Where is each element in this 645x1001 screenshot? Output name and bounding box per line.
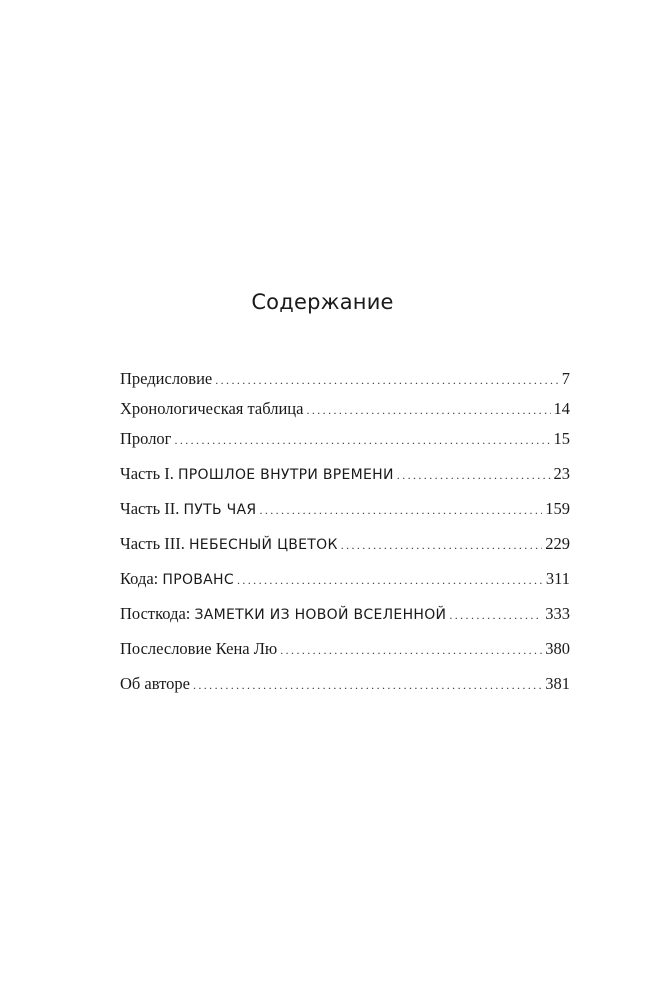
toc-entry-page: 229 (545, 534, 570, 553)
table-of-contents (120, 369, 570, 704)
toc-entry-label: Часть III. (120, 534, 189, 553)
toc-entry-label: Хронологическая таблица (120, 399, 304, 418)
toc-entry-page: 380 (545, 639, 570, 658)
dot-leader (259, 503, 542, 518)
toc-entry-chronology[interactable] (120, 399, 570, 429)
toc-entry-part-2[interactable] (120, 499, 570, 529)
dot-leader (280, 643, 542, 658)
toc-entry-label: Об авторе (120, 674, 190, 693)
dot-leader (174, 433, 550, 448)
dot-leader (237, 573, 543, 588)
toc-entry-page: 23 (553, 464, 570, 483)
toc-entry-label: Пролог (120, 429, 172, 448)
toc-entry-label: Посткода: (120, 604, 195, 623)
toc-entry-preface[interactable] (120, 369, 570, 399)
dot-leader (215, 373, 559, 388)
dot-leader (449, 608, 542, 623)
toc-entry-page: 15 (553, 429, 570, 448)
toc-entry-label: Часть I. (120, 464, 178, 483)
toc-entry-afterword[interactable] (120, 639, 570, 669)
toc-entry-coda[interactable] (120, 569, 570, 599)
dot-leader (306, 403, 550, 418)
toc-entry-page: 311 (545, 569, 570, 588)
toc-entry-page: 159 (545, 499, 570, 518)
toc-entry-about-author[interactable] (120, 674, 570, 704)
toc-entry-label: Послесловие Кена Лю (120, 639, 278, 658)
toc-entry-prologue[interactable] (120, 429, 570, 459)
toc-entry-postcoda[interactable] (120, 604, 570, 634)
dot-leader (193, 678, 542, 693)
dot-leader (341, 538, 543, 553)
toc-entry-label: Кода: (120, 569, 163, 588)
toc-entry-caps: НЕБЕСНЫЙ ЦВЕТОК (188, 537, 338, 553)
toc-entry-caps: ПУТЬ ЧАЯ (183, 502, 257, 518)
toc-entry-label: Часть II. (120, 499, 184, 518)
page-title: Содержание (251, 290, 394, 314)
toc-entry-caps: ПРОВАНС (162, 572, 234, 588)
toc-entry-part-3[interactable] (120, 534, 570, 564)
toc-entry-label: Предисловие (120, 369, 213, 388)
toc-entry-caps: ПРОШЛОЕ ВНУТРИ ВРЕМЕНИ (177, 467, 394, 483)
toc-entry-page: 381 (545, 674, 570, 693)
toc-entry-part-1[interactable] (120, 464, 570, 494)
toc-entry-caps: ЗАМЕТКИ ИЗ НОВОЙ ВСЕЛЕННОЙ (194, 607, 447, 623)
toc-entry-page: 7 (561, 369, 570, 388)
toc-entry-page: 14 (553, 399, 570, 418)
dot-leader (397, 468, 551, 483)
toc-entry-page: 333 (545, 604, 570, 623)
